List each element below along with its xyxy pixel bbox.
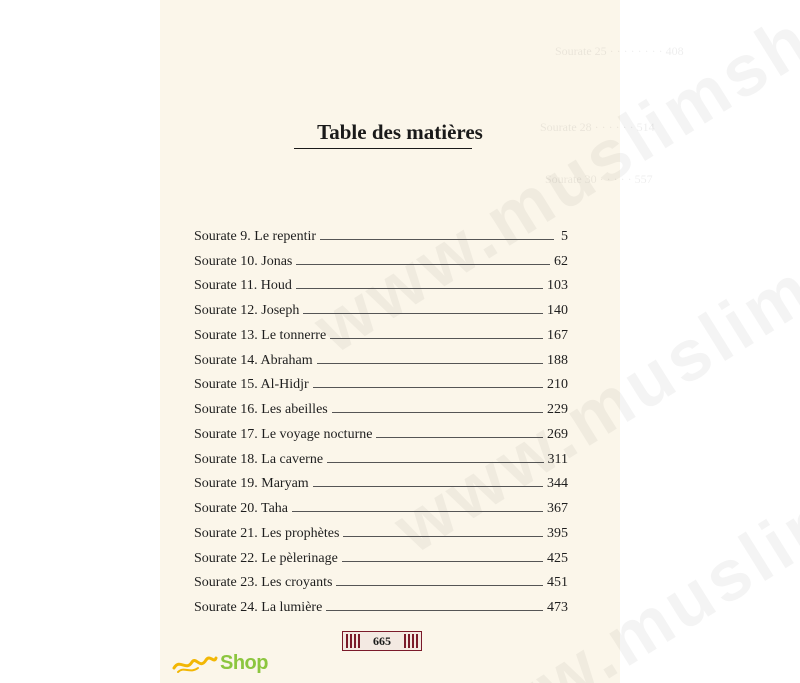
bleed-through-text: Sourate 25 · · · · · · · · 408 [555, 44, 684, 58]
toc-entry [194, 517, 568, 542]
toc-entry [194, 468, 568, 493]
toc-entry-label: Sourate 23. Les croyants [194, 575, 333, 591]
toc-entry-label: Sourate 10. Jonas [194, 253, 293, 269]
toc-entry [194, 245, 568, 270]
toc-entry-page: 367 [547, 501, 568, 516]
logo-text: Shop [220, 651, 268, 674]
toc-entry [194, 270, 568, 295]
toc-entry-label: Sourate 19. Maryam [194, 476, 309, 492]
toc-entry-label: Sourate 18. La caverne [194, 451, 324, 467]
toc-leader-line [326, 610, 543, 611]
toc-entry-page: 269 [547, 426, 568, 442]
toc-entry-page: 5 [561, 228, 568, 244]
toc-entry [194, 220, 568, 245]
toc-leader-line [296, 288, 543, 289]
toc-entry-label: Sourate 11. Houd [194, 278, 292, 294]
toc-entry-page: 103 [547, 278, 568, 294]
bleed-through-text: Sourate 30 · · · · · 557 [545, 172, 653, 186]
toc-entry [194, 418, 568, 443]
toc-leader-line [292, 511, 543, 512]
toc-entry-label: Sourate 21. Les prophètes [194, 525, 340, 541]
logo-swirl-icon [172, 648, 218, 678]
toc-entry-page: 167 [547, 327, 568, 343]
toc-leader-line [343, 536, 543, 537]
toc-entry [194, 591, 568, 616]
table-of-contents [194, 220, 568, 616]
shop-logo[interactable] [172, 648, 268, 678]
toc-leader-line [336, 585, 543, 586]
toc-entry [194, 542, 568, 567]
page-number-badge [342, 631, 422, 651]
toc-entry-page: 473 [547, 600, 568, 615]
toc-entry [194, 344, 568, 369]
toc-entry-page: 451 [547, 575, 568, 591]
toc-entry-label: Sourate 22. Le pèlerinage [194, 550, 338, 566]
toc-entry [194, 567, 568, 592]
toc-entry-label: Sourate 24. La lumière [194, 600, 323, 615]
page-title: Table des matières [317, 120, 483, 144]
toc-entry-page: 62 [554, 253, 568, 269]
toc-entry [194, 393, 568, 418]
toc-leader-line [320, 239, 554, 240]
toc-entry-page: 210 [547, 377, 568, 393]
toc-leader-line [313, 486, 543, 487]
toc-entry-page: 311 [547, 451, 568, 467]
toc-entry [194, 443, 568, 468]
toc-entry-label: Sourate 12. Joseph [194, 303, 300, 318]
toc-entry-label: Sourate 9. Le repentir [194, 228, 317, 244]
toc-entry-label: Sourate 13. Le tonnerre [194, 327, 327, 343]
page-number: 665 [370, 634, 394, 649]
toc-entry-label: Sourate 20. Taha [194, 501, 289, 516]
toc-leader-line [342, 561, 543, 562]
toc-leader-line [376, 437, 543, 438]
bleed-through-text: Sourate 28 · · · · · · 514 [540, 120, 655, 134]
toc-entry-page: 188 [547, 352, 568, 368]
toc-leader-line [296, 264, 550, 265]
toc-leader-line [332, 412, 543, 413]
toc-entry [194, 369, 568, 394]
toc-entry-page: 344 [547, 476, 568, 492]
toc-entry-label: Sourate 15. Al-Hidjr [194, 377, 309, 393]
toc-entry [194, 294, 568, 319]
title-underline [294, 148, 472, 149]
toc-leader-line [317, 363, 543, 364]
toc-entry-page: 140 [547, 303, 568, 318]
toc-leader-line [330, 338, 543, 339]
toc-entry [194, 319, 568, 344]
toc-entry-page: 425 [547, 550, 568, 566]
toc-entry-page: 229 [547, 402, 568, 417]
toc-leader-line [327, 462, 543, 463]
toc-entry-label: Sourate 16. Les abeilles [194, 402, 328, 417]
toc-entry [194, 492, 568, 517]
toc-entry-page: 395 [547, 525, 568, 541]
toc-leader-line [303, 313, 543, 314]
toc-leader-line [313, 387, 543, 388]
toc-entry-label: Sourate 17. Le voyage nocturne [194, 426, 373, 442]
toc-entry-label: Sourate 14. Abraham [194, 352, 313, 368]
